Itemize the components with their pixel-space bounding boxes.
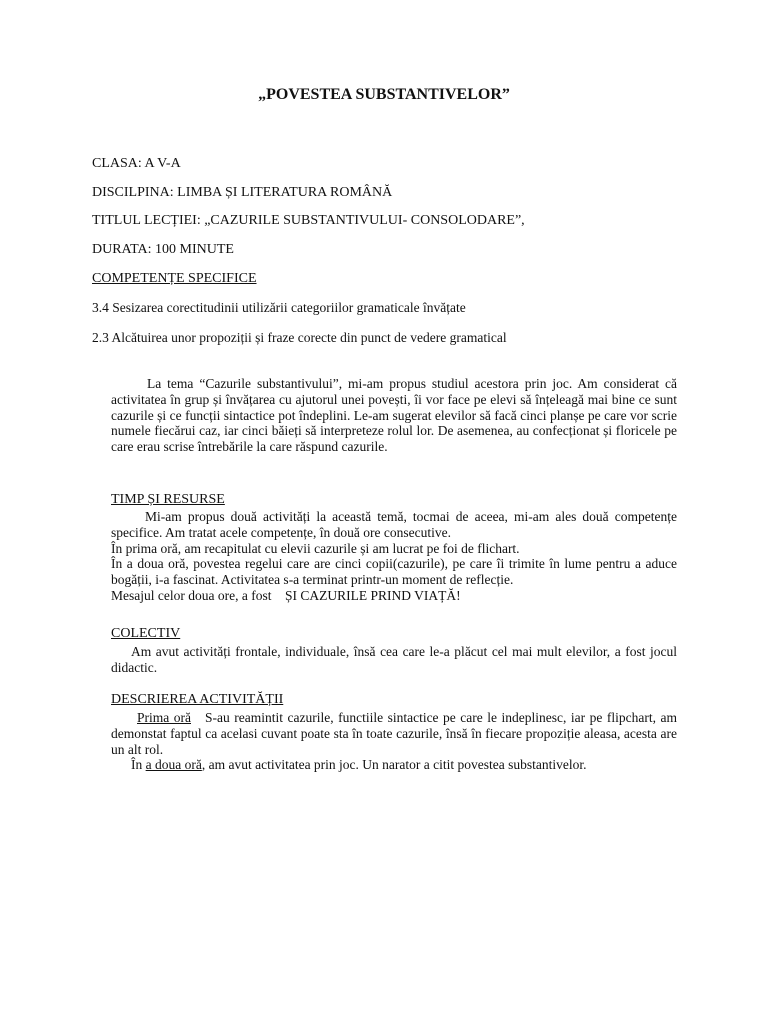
time-paragraph-3: În a doua oră, povestea regelui care are cinci copii(cazurile), pe care îi trimite în lume pentru a aduce bogății, i-a fascinat. Activitatea s-a terminat printr-un moment de reflecție. <box>111 556 677 588</box>
time-resources-section <box>111 509 677 604</box>
collective-section <box>111 644 677 676</box>
first-hour-label: Prima oră <box>137 710 191 725</box>
collective-paragraph: Am avut activități frontale, individuale, însă cea care le-a plăcut cel mai mult elevilor, a fost jocul didactic. <box>111 644 677 675</box>
activity-description-section <box>111 710 677 773</box>
second-hour-prefix: În <box>131 757 143 773</box>
activity-description-heading: DESCRIEREA ACTIVITĂȚII <box>111 692 284 707</box>
time-resources-heading: TIMP ȘI RESURSE <box>111 492 225 507</box>
lesson-title-line: TITLUL LECȚIEI: „CAZURILE SUBSTANTIVULUI- CONSOLODARE”, <box>92 213 525 228</box>
competence-item-1: 3.4 Sesizarea corectitudinii utilizării categoriilor gramaticale învățate <box>92 300 466 315</box>
second-hour-label: a doua oră <box>145 757 202 773</box>
time-paragraph-4: Mesajul celor doua ore, a fost ȘI CAZURILE PRIND VIAȚĂ! <box>111 587 461 603</box>
second-hour-text: , am avut activitatea prin joc. Un narator a citit povestea substantivelor. <box>201 757 587 773</box>
second-hour-paragraph <box>111 757 677 773</box>
competence-item-2: 2.3 Alcătuirea unor propoziții și fraze corecte din punct de vedere gramatical <box>92 330 507 345</box>
intro-text: La tema “Cazurile substantivului”, mi-am propus studiul acestora prin joc. Am considerat că activitatea în grup și învățarea cu ajutorul unei povești, îi vor face pe elevi să înțeleagă mai bine ce sunt cazurile și ce funcții sintactice pot îndeplini. Le-am sugerat elevilor să facă cinci planșe pe care vor scrie numele fiecărui caz, iar cinci băieți să interpreteze rolul lor. De asemenea, au confecționat și floricele pe care erau scrise întrebările la care răspund cazurile. <box>111 376 677 455</box>
discipline-line: DISCILPINA: LIMBA ȘI LITERATURA ROMÂNĂ <box>92 185 393 200</box>
first-hour-paragraph <box>111 710 677 757</box>
time-paragraph-1: Mi-am propus două activități la această temă, tocmai de aceea, mi-am ales două competențe specifice. Am tratat acele competențe, în două ore consecutive. <box>111 509 677 540</box>
time-paragraph-2: În prima oră, am recapitulat cu elevii cazurile și am lucrat pe foi de flichart. <box>111 540 520 556</box>
intro-paragraph <box>111 376 677 455</box>
competences-heading: COMPETENȚE SPECIFICE <box>92 271 257 286</box>
collective-heading: COLECTIV <box>111 626 181 641</box>
class-line: CLASA: A V-A <box>92 156 181 171</box>
first-hour-text: S-au reamintit cazurile, functiile sintactice pe care le indeplinesc, iar pe flipchart, am demonstat faptul ca acelasi cuvant poate sta în toate cazurile, însă în fiecare propoziție aleasa, acesta are un alt rol. <box>111 710 677 757</box>
duration-line: DURATA: 100 MINUTE <box>92 242 234 257</box>
document-title: „POVESTEA SUBSTANTIVELOR” <box>258 86 510 103</box>
